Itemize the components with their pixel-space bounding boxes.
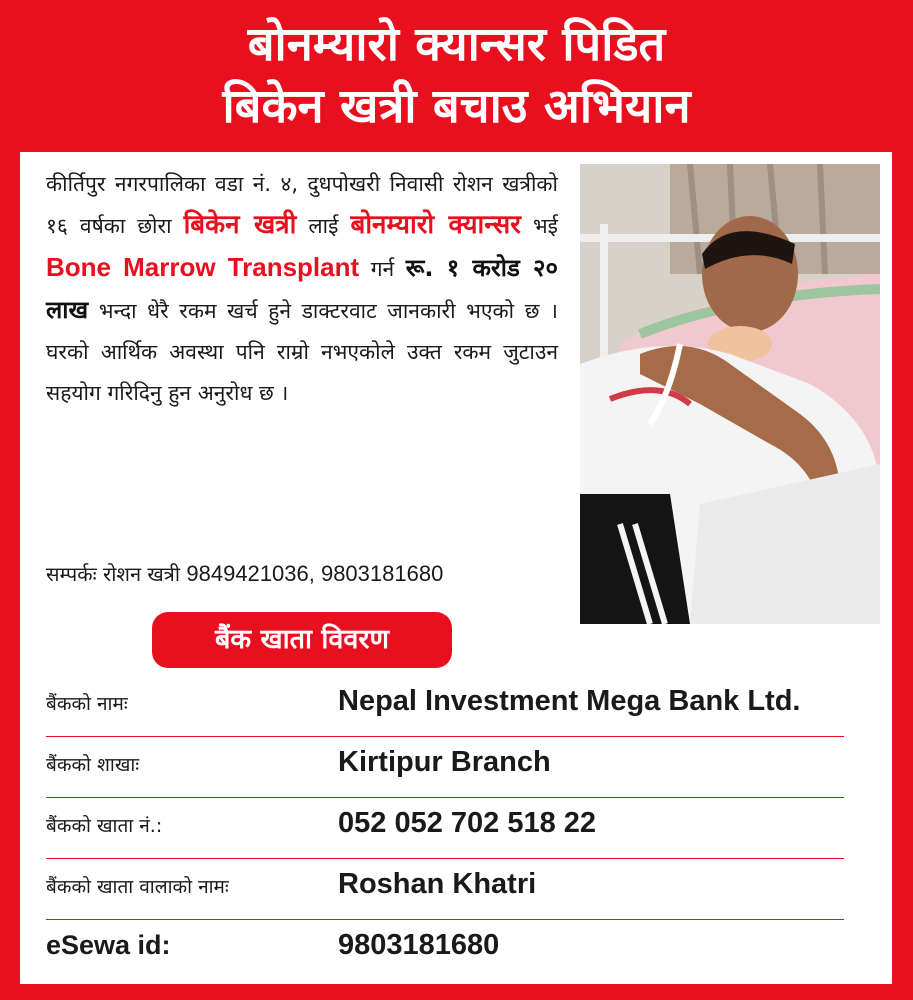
account-holder-row	[46, 859, 844, 920]
headline	[0, 14, 913, 138]
bank-name-value: Nepal Investment Mega Bank Ltd.	[338, 685, 801, 717]
appeal-connector-2: भई	[532, 214, 558, 238]
esewa-row	[46, 920, 844, 981]
patient-photo	[580, 164, 880, 624]
appeal-connector-3: गर्न	[370, 257, 395, 281]
bank-details-table	[46, 676, 844, 981]
account-number-row	[46, 798, 844, 859]
patient-photo-icon	[580, 164, 880, 624]
bank-branch-row	[46, 737, 844, 798]
headline-line-2: बिकेन खत्री बचाउ अभियान	[222, 79, 691, 134]
procedure-name: Bone Marrow Transplant	[46, 252, 360, 282]
required-amount: रू. १ करोड २० लाख	[46, 254, 558, 324]
appeal-intro: कीर्तिपुर नगरपालिका वडा नं. ४, दुधपोखरी निवासी रोशन खत्रीको १६ वर्षका छोरा	[46, 172, 558, 238]
account-holder-value: Roshan Khatri	[338, 868, 537, 900]
account-holder-label: बैंकको खाता वालाको नामः	[46, 876, 229, 898]
headline-line-1: बोनम्यारो क्यान्सर पिडित	[247, 17, 666, 72]
bank-name-row	[46, 676, 844, 737]
bank-branch-label: बैंकको शाखाः	[46, 754, 140, 776]
disease-name: बोनम्यारो क्यान्सर	[350, 210, 521, 240]
contact-line	[46, 560, 566, 587]
contact-numbers: 9849421036, 9803181680	[186, 561, 444, 586]
content-panel	[20, 152, 892, 984]
appeal-request: भन्दा धेरै रकम खर्च हुने डाक्टरवाट जानकारी भएको छ । घरको आर्थिक अवस्था पनि राम्रो नभएकोले उक्त रकम जुटाउन सहयोग गरिदिनु हुन अनुरोध छ ।	[46, 299, 558, 405]
account-number-label: बैंकको खाता नं.:	[46, 815, 163, 837]
appeal-connector-1: लाई	[308, 214, 339, 238]
bank-branch-value: Kirtipur Branch	[338, 746, 551, 778]
contact-label: सम्पर्कः रोशन खत्री	[46, 562, 181, 586]
esewa-value: 9803181680	[338, 929, 500, 961]
account-number-value: 052 052 702 518 22	[338, 807, 597, 839]
patient-name: बिकेन खत्री	[183, 210, 297, 240]
bank-details-heading: बैंक खाता विवरण	[152, 612, 452, 668]
esewa-label: eSewa id:	[46, 930, 171, 960]
bank-name-label: बैंकको नामः	[46, 693, 128, 715]
appeal-text	[46, 164, 558, 414]
